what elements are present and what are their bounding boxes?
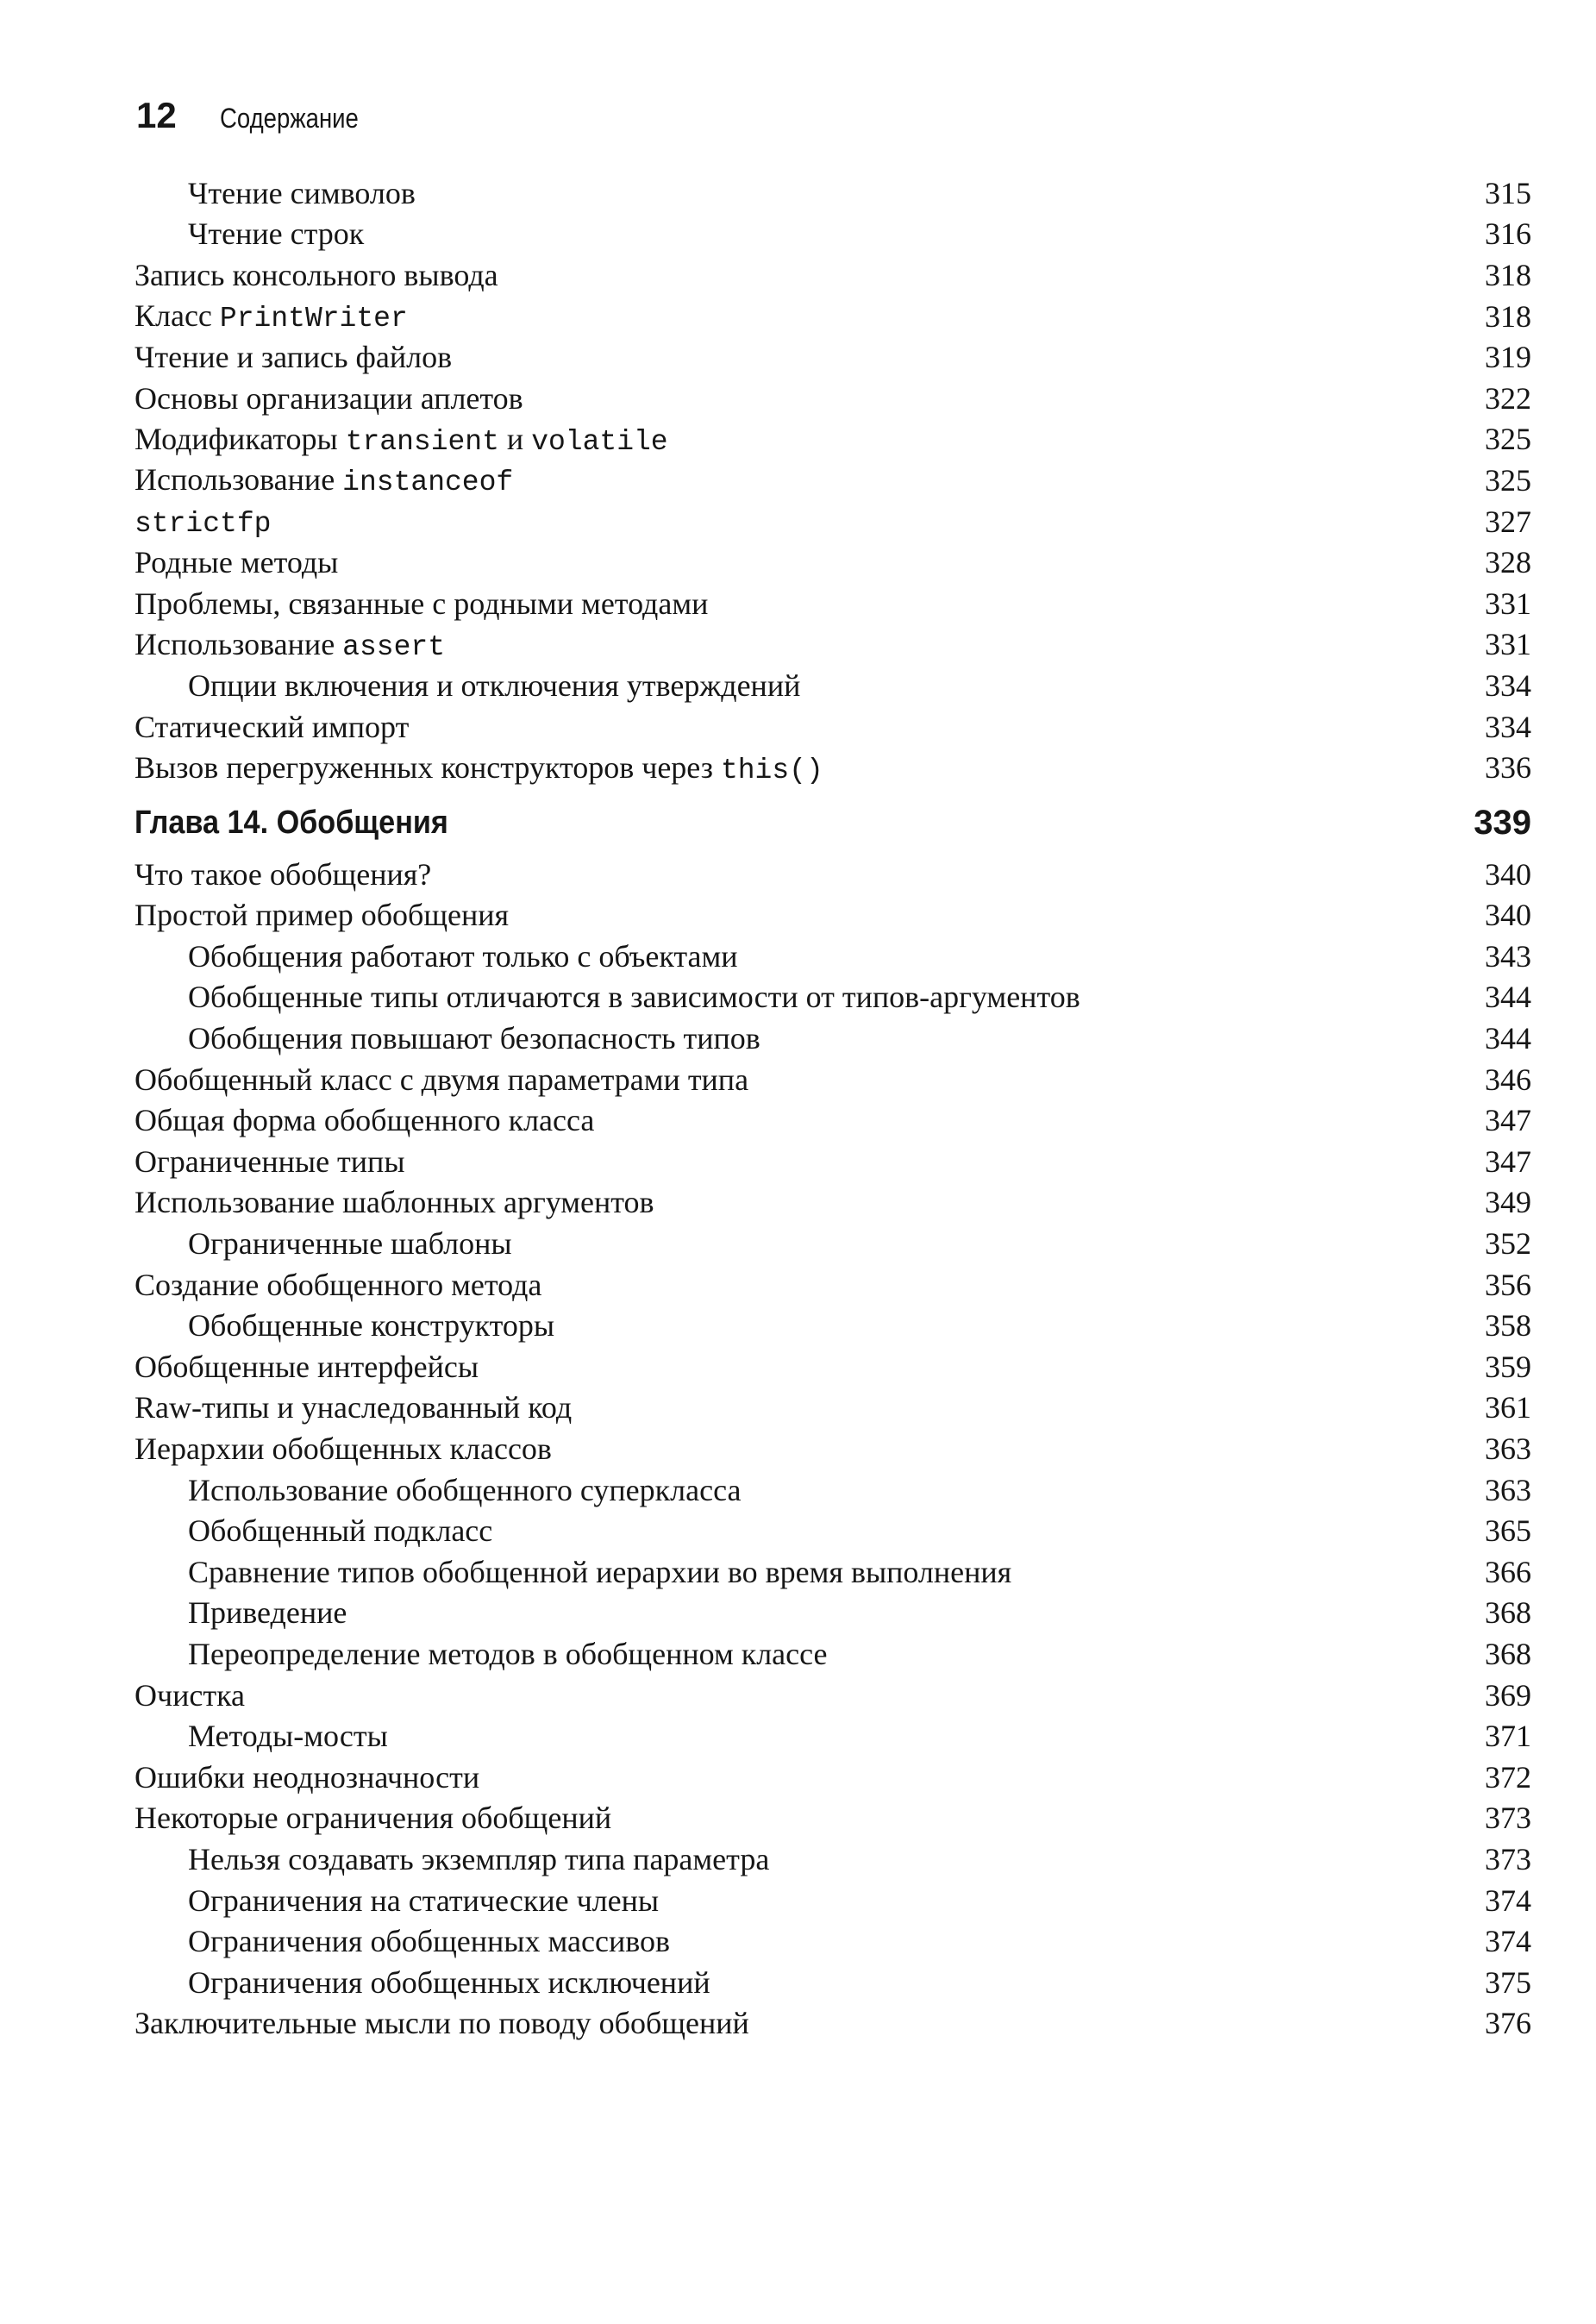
toc-entry-page-number: 361 <box>1485 1390 1531 1425</box>
toc-entry-code: transient <box>345 425 499 458</box>
toc-entry-page-number: 316 <box>1485 216 1531 252</box>
toc-entry-page-number: 344 <box>1485 980 1531 1015</box>
toc-entry-page-number: 363 <box>1485 1431 1531 1467</box>
toc-entry-title <box>135 257 498 293</box>
toc-entry <box>135 460 1531 501</box>
toc-entry <box>135 542 1531 583</box>
toc-entry <box>135 1141 1531 1182</box>
toc-entry <box>135 1633 1531 1675</box>
toc-entry-page-number: 340 <box>1485 898 1531 933</box>
toc-entry <box>135 1920 1531 1962</box>
toc-entry-page-number: 371 <box>1485 1719 1531 1754</box>
toc-entry-text: Родные методы <box>135 545 339 580</box>
toc-entry-title <box>135 667 800 704</box>
toc-entry-code: PrintWriter <box>219 303 408 335</box>
toc-entry-code: assert <box>342 630 445 663</box>
toc-entry-title <box>135 1472 741 1508</box>
toc-entry-text: Переопределение методов в обобщенном классе <box>188 1636 828 1671</box>
toc-entry-page-number: 315 <box>1485 175 1531 210</box>
toc-entry-page-number: 331 <box>1485 586 1531 621</box>
toc-entry-title <box>135 1349 479 1385</box>
toc-entry-page-number: 356 <box>1485 1267 1531 1302</box>
toc-entry-text: Ограниченные шаблоны <box>188 1226 512 1262</box>
toc-entry-code: instanceof <box>342 467 514 499</box>
toc-entry <box>135 419 1531 460</box>
toc-entry <box>135 936 1531 977</box>
toc-entry <box>135 501 1531 542</box>
toc-entry-text: Ограничения обобщенных исключений <box>188 1964 710 2000</box>
toc-entry-title <box>135 1184 654 1220</box>
toc-entry-page-number: 349 <box>1485 1185 1531 1220</box>
toc-entry-page-number: 328 <box>1485 545 1531 580</box>
toc-entry-page-number: 322 <box>1485 380 1531 416</box>
toc-entry-title <box>135 897 509 933</box>
toc-entry-text: Сравнение типов обобщенной иерархии во время выполнения <box>188 1554 1012 1589</box>
toc-entry-title <box>135 626 445 663</box>
toc-entry-page-number: 373 <box>1485 1801 1531 1836</box>
toc-entry-text: Что такое обобщения? <box>135 856 432 892</box>
toc-entry-text: Обобщенный подкласс <box>188 1513 493 1549</box>
toc-entry-title <box>135 339 452 375</box>
toc-entry-text: и <box>498 421 532 456</box>
toc-entry <box>135 1388 1531 1429</box>
toc-entry-text: Ограничения на статические члены <box>188 1882 660 1918</box>
toc-entry <box>135 1962 1531 2003</box>
toc-entry-text: Чтение строк <box>188 216 365 252</box>
toc-entry-page-number: 374 <box>1485 1882 1531 1918</box>
toc-entry-title <box>135 380 523 417</box>
toc-entry-page-number: 347 <box>1485 1143 1531 1179</box>
toc-entry-text: Обобщенные типы отличаются в зависимости от типов-аргументов <box>188 980 1080 1015</box>
toc-entry-code: volatile <box>531 425 668 458</box>
toc-entry-page-number: 325 <box>1485 422 1531 457</box>
toc-entry-text: Модификаторы <box>135 421 346 456</box>
toc-entry-text: Использование <box>135 626 343 661</box>
toc-entry-title <box>135 2005 749 2041</box>
toc-entry-text: Нельзя создавать экземпляр типа параметра <box>188 1841 770 1876</box>
toc-entry-text: Использование <box>135 462 343 498</box>
toc-entry <box>135 172 1531 214</box>
toc-entry-page-number: 325 <box>1485 462 1531 498</box>
toc-entry-page-number: 340 <box>1485 856 1531 892</box>
toc-entry <box>135 1880 1531 1921</box>
toc-entry <box>135 1551 1531 1593</box>
toc-entry-page-number: 359 <box>1485 1349 1531 1384</box>
toc-entry-title <box>135 503 271 540</box>
toc-entry <box>135 1715 1531 1757</box>
toc-entry-title <box>135 1594 347 1631</box>
toc-entry-text: Статический импорт <box>135 709 410 744</box>
toc-entry-text: Использование обобщенного суперкласса <box>188 1472 742 1507</box>
toc-entry-text: Обобщения работают только с объектами <box>188 938 738 974</box>
toc-entry-text: Общая форма обобщенного класса <box>135 1103 595 1138</box>
toc-entry-title <box>135 1513 492 1549</box>
toc-entry-page-number: 376 <box>1485 2006 1531 2041</box>
toc-entry-text: Заключительные мысли по поводу обобщений <box>135 2006 749 2041</box>
toc-entry-title <box>135 586 708 622</box>
toc-entry-page-number: 343 <box>1485 938 1531 974</box>
page-header <box>136 95 381 147</box>
toc-entry <box>135 706 1531 748</box>
toc-entry-text: Обобщенные конструкторы <box>188 1308 555 1344</box>
toc-entry-title <box>135 1964 710 2001</box>
toc-entry-page-number: 366 <box>1485 1554 1531 1589</box>
toc-entry-text: Методы-мосты <box>188 1719 388 1754</box>
toc-entry-page-number: 319 <box>1485 340 1531 375</box>
toc-entry-page-number: 375 <box>1485 1964 1531 2000</box>
toc-entry-page-number: 363 <box>1485 1472 1531 1507</box>
toc-entry-title <box>135 1554 1011 1590</box>
toc-entry-title <box>135 1102 594 1138</box>
toc-entry <box>135 747 1531 788</box>
toc-entry <box>135 624 1531 666</box>
toc-entry <box>135 1182 1531 1224</box>
toc-entry <box>135 1346 1531 1388</box>
toc-entry-text: Очистка <box>135 1677 246 1713</box>
toc-entry-text: Простой пример обобщения <box>135 898 510 933</box>
toc-entry <box>135 214 1531 255</box>
toc-entry-title <box>135 461 513 498</box>
toc-entry-page-number: 358 <box>1485 1308 1531 1344</box>
toc-entry <box>135 854 1531 895</box>
toc-entry <box>135 1839 1531 1880</box>
toc-entry-title <box>135 856 431 893</box>
toc-entry-title <box>135 1882 659 1919</box>
toc-entry <box>135 665 1531 706</box>
toc-entry-page-number: 374 <box>1485 1924 1531 1959</box>
toc-entry-title <box>135 1718 388 1754</box>
toc-entry-title <box>135 1431 552 1467</box>
toc-entry-text: Проблемы, связанные с родными методами <box>135 586 709 621</box>
toc-entry-text: Ограничения обобщенных массивов <box>188 1924 670 1959</box>
toc-entry <box>135 895 1531 936</box>
toc-entry-title <box>135 1389 572 1425</box>
toc-entry-page-number: 327 <box>1485 504 1531 539</box>
toc-entry-title <box>135 544 338 580</box>
toc-entry-page-number: 318 <box>1485 257 1531 292</box>
toc-entry <box>135 1018 1531 1059</box>
toc-entry-title <box>135 1307 554 1344</box>
toc-entry <box>135 1264 1531 1306</box>
toc-entry <box>135 1469 1531 1511</box>
toc-entry <box>135 1099 1531 1141</box>
toc-entry <box>135 583 1531 624</box>
toc-entry-text: Чтение символов <box>188 175 416 210</box>
toc-entry <box>135 1305 1531 1346</box>
toc-entry-text: Чтение и запись файлов <box>135 340 453 375</box>
toc-entry-text: Создание обобщенного метода <box>135 1267 542 1302</box>
toc-entry <box>135 977 1531 1018</box>
toc-entry-title <box>135 1677 245 1713</box>
toc-entry <box>135 1223 1531 1264</box>
toc-entry-text: Raw-типы и унаследованный код <box>135 1390 573 1425</box>
toc-entry-text: Обобщения повышают безопасность типов <box>188 1021 760 1056</box>
toc-entry <box>135 254 1531 296</box>
toc-entry-text: Иерархии обобщенных классов <box>135 1431 552 1467</box>
toc-entry-title <box>135 175 416 211</box>
toc-entry-page-number: 369 <box>1485 1677 1531 1713</box>
chapter-title: Глава 14. Обобщения <box>135 805 448 842</box>
toc-entry-title <box>135 1062 748 1098</box>
toc-entry-title <box>135 1143 405 1180</box>
toc-entry-title <box>135 1267 541 1303</box>
toc-entry-page-number: 336 <box>1485 750 1531 786</box>
toc-entry-text: Запись консольного вывода <box>135 257 498 292</box>
toc-entry-text: Опции включения и отключения утверждений <box>188 667 801 703</box>
toc-entry-page-number: 344 <box>1485 1021 1531 1056</box>
chapter-page-number: 339 <box>1474 804 1531 843</box>
toc-entry-text: Ошибки неоднозначности <box>135 1759 480 1795</box>
toc-entry-page-number: 334 <box>1485 709 1531 744</box>
running-title: Содержание <box>219 103 359 134</box>
toc-section-before <box>135 172 1531 788</box>
toc-entry-title <box>135 1636 828 1672</box>
toc-entry-title <box>135 749 823 786</box>
chapter-heading <box>135 795 1531 852</box>
toc-entry-code: strictfp <box>135 508 272 541</box>
toc-entry <box>135 1798 1531 1839</box>
toc-entry-title <box>135 216 364 252</box>
toc-entry-title <box>135 421 668 458</box>
toc-entry-text: Использование шаблонных аргументов <box>135 1185 654 1220</box>
toc-entry-text: Некоторые ограничения обобщений <box>135 1801 612 1836</box>
toc-entry-page-number: 347 <box>1485 1103 1531 1138</box>
toc-entry <box>135 1675 1531 1716</box>
toc-entry-page-number: 331 <box>1485 627 1531 662</box>
toc-entry <box>135 1757 1531 1798</box>
toc-entry-title <box>135 709 409 745</box>
toc-entry-page-number: 368 <box>1485 1636 1531 1671</box>
toc-entry-title <box>135 1923 670 1959</box>
toc-entry-page-number: 368 <box>1485 1595 1531 1631</box>
toc-entry-text: Класс <box>135 298 220 334</box>
toc-entry-page-number: 334 <box>1485 667 1531 703</box>
toc-entry-title <box>135 298 408 335</box>
toc-entry-title <box>135 1800 611 1836</box>
toc-entry-title <box>135 1841 769 1877</box>
toc-entry <box>135 1510 1531 1551</box>
toc-section-after <box>135 854 1531 2044</box>
toc-entry-text: Приведение <box>188 1595 347 1631</box>
table-of-contents <box>135 172 1531 2044</box>
toc-entry-text: Вызов перегруженных конструкторов через <box>135 749 721 785</box>
toc-entry <box>135 2003 1531 2045</box>
toc-entry <box>135 1428 1531 1469</box>
toc-entry <box>135 1593 1531 1634</box>
toc-entry-text: Основы организации аплетов <box>135 380 523 416</box>
toc-entry-page-number: 365 <box>1485 1513 1531 1549</box>
toc-entry <box>135 336 1531 378</box>
toc-entry-text: Обобщенный класс с двумя параметрами типа <box>135 1062 749 1097</box>
toc-entry-page-number: 372 <box>1485 1759 1531 1795</box>
toc-entry-text: Обобщенные интерфейсы <box>135 1349 479 1384</box>
toc-entry-text: Ограниченные типы <box>135 1143 405 1179</box>
toc-entry-title <box>135 938 738 974</box>
toc-entry <box>135 378 1531 419</box>
toc-entry-page-number: 373 <box>1485 1841 1531 1876</box>
toc-entry-page-number: 318 <box>1485 298 1531 334</box>
toc-entry-page-number: 352 <box>1485 1226 1531 1262</box>
toc-entry-title <box>135 1225 512 1262</box>
toc-entry-title <box>135 1020 760 1056</box>
toc-entry-code: this() <box>720 754 823 786</box>
toc-entry-title <box>135 1759 479 1795</box>
page-number: 12 <box>136 95 177 135</box>
toc-entry-title <box>135 979 1080 1015</box>
toc-entry-page-number: 346 <box>1485 1062 1531 1097</box>
toc-entry <box>135 1059 1531 1100</box>
toc-entry <box>135 296 1531 337</box>
